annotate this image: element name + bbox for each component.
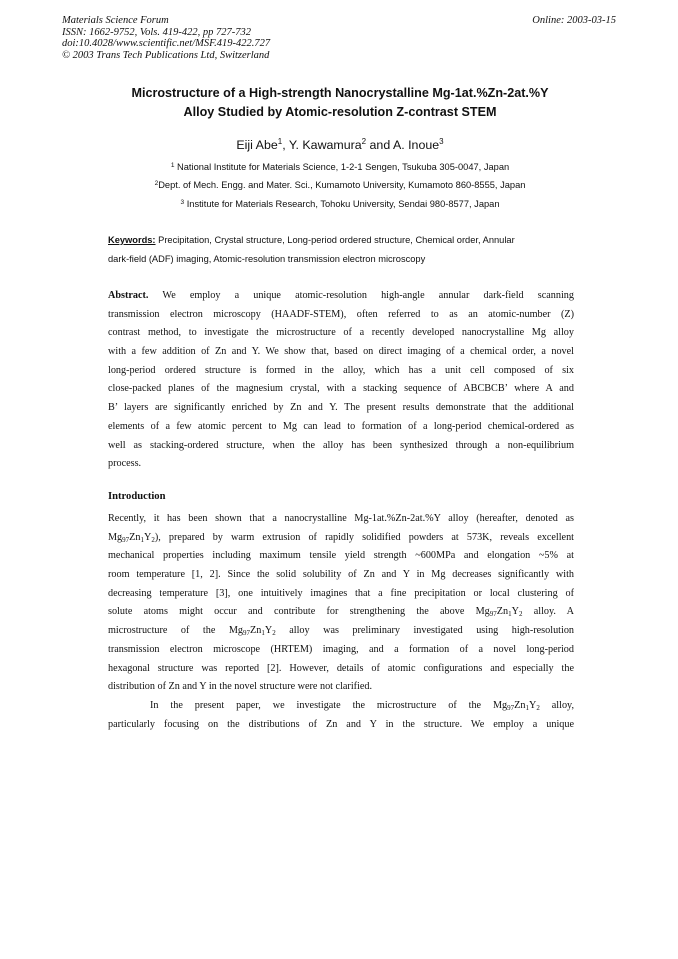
- title-line-2: Alloy Studied by Atomic-resolution Z-contrast STEM: [183, 105, 497, 119]
- abstract-line: B’ layers are significantly enriched by Zn and Y. The present results demonstrate that the additional: [108, 402, 574, 414]
- journal-name: Materials Science Forum: [62, 15, 169, 26]
- abstract-line: Abstract. We employ a unique atomic-resolution high-angle annular dark-field scanning: [108, 290, 574, 301]
- abstract-label: Abstract.: [108, 290, 149, 301]
- author-name: A. Inoue: [392, 138, 440, 152]
- author-separator: and: [366, 138, 393, 152]
- affiliation-number: 2: [154, 180, 159, 188]
- affiliation: [60, 176, 620, 194]
- section-heading-introduction: Introduction: [108, 491, 166, 502]
- title-line-1: Microstructure of a High-strength Nanocrystalline Mg-1at.%Zn-2at.%Y: [131, 86, 549, 100]
- keywords-block: [108, 231, 574, 269]
- body-line: solute atoms might occur and contribute for strengthening the above $Mg_{97}Zn_1Y_2$ alloy. A: [108, 606, 575, 619]
- doi-line: doi:10.4028/www.scientific.net/MSF.419-422.727: [62, 38, 271, 49]
- alloy-formula: $Mg_{97}Zn_1Y_2$: [475, 606, 523, 619]
- author-affil-mark: 1: [277, 137, 283, 146]
- abstract-line: long-period ordered structure is formed in the alloy, which has a unit cell composed of six: [108, 364, 574, 376]
- alloy-formula: $Mg_{97}Zn_1Y_2$: [228, 625, 276, 638]
- abstract-line: contrast method, to investigate the microstructure of a recently developed nanocrystalline Mg alloy: [108, 327, 574, 339]
- body-line: Recently, it has been shown that a nanocrystalline Mg-1at.%Zn-2at.%Y alloy (hereafter, denoted as: [108, 513, 574, 524]
- author-name: Eiji Abe: [236, 138, 278, 152]
- affiliation-text: Dept. of Mech. Engg. and Mater. Sci., Kumamoto University, Kumamoto 860-8555, Japan: [158, 180, 526, 191]
- body-line: distribution of Zn and Y in the novel structure were not clarified.: [108, 681, 373, 693]
- journal-header: [62, 15, 270, 61]
- affiliation-text: National Institute for Materials Science, 1-2-1 Sengen, Tsukuba 305-0047, Japan: [177, 162, 510, 172]
- affiliation-number: 1: [170, 162, 175, 169]
- author-name: Y. Kawamura: [288, 138, 362, 152]
- abstract-line: close-packed planes of the magnesium crystal, with a stacking sequence of ABCBCB’ where A and: [108, 383, 574, 395]
- body-line: room temperature [1, 2]. Since the solid solubility of Zn and Y in Mg decreases significantly with: [108, 569, 574, 581]
- affiliation-text: Institute for Materials Research, Tohoku University, Sendai 980-8577, Japan: [186, 198, 500, 209]
- abstract-line: process.: [108, 458, 142, 470]
- body-line: microstructure of the $Mg_{97}Zn_1Y_2$ alloy was preliminary investigated using high-resolution: [108, 625, 575, 638]
- introduction-text: [108, 510, 574, 734]
- copyright-line: © 2003 Trans Tech Publications Ltd, Switzerland: [62, 49, 270, 61]
- keywords-label: Keywords:: [108, 235, 156, 245]
- abstract-line: well as stacking-ordered structure, when the alloy has been synthesized through a non-equilibrium: [108, 439, 574, 451]
- abstract-line: with a few addition of Zn and Y. We show that, based on direct imaging of a chemical order, a novel: [108, 346, 574, 358]
- body-line: decreasing temperature [3], one intuitively imagines that a fine precipitation or local clustering of: [108, 587, 574, 599]
- author-separator: ,: [282, 138, 289, 152]
- body-line: particularly focusing on the distributions of Zn and Y in the structure. We employ a unique: [108, 718, 574, 730]
- author-affil-mark: 2: [361, 137, 367, 146]
- affiliation-list: [60, 158, 620, 213]
- affiliation: [60, 195, 620, 213]
- author-affil-mark: 3: [439, 137, 444, 146]
- alloy-formula: $Mg_{97}Zn_1Y_2$: [493, 699, 540, 712]
- keywords-text: Precipitation, Crystal structure, Long-period ordered structure, Chemical order, Annular: [158, 235, 515, 245]
- abstract-line: elements of a few atomic percent to Mg can lead to formation of a long-period chemical-ordered as: [108, 420, 574, 432]
- abstract-line: transmission electron microscopy (HAADF-STEM), often referred to as an atomic-number (Z): [108, 308, 574, 320]
- alloy-formula: $Mg_{97}Zn_1Y_2$: [108, 531, 155, 544]
- body-line: $Mg_{97}Zn_1Y_2$), prepared by warm extrusion of rapidly solidified powders at 573K, reveals excellent: [108, 531, 574, 544]
- paper-title: [60, 84, 620, 122]
- keywords-text: dark-field (ADF) imaging, Atomic-resolution transmission electron microscopy: [108, 254, 426, 264]
- body-line: mechanical properties including maximum tensile yield strength ~600MPa and elongation ~5% at: [108, 550, 574, 562]
- body-line: transmission electron microscope (HRTEM) imaging, and a formation of a novel long-period: [108, 643, 574, 655]
- body-line: hexagonal structure was reported [2]. However, details of atomic configurations and especially the: [108, 662, 574, 674]
- online-date: Online: 2003-03-15: [532, 15, 616, 26]
- affiliation-number: 3: [180, 198, 185, 206]
- abstract: [108, 287, 574, 474]
- affiliation: [60, 158, 620, 176]
- author-list: [60, 137, 620, 153]
- issn-line: ISSN: 1662-9752, Vols. 419-422, pp 727-732: [62, 26, 251, 38]
- body-line: In the present paper, we investigate the microstructure of the $Mg_{97}Zn_1Y_2$ alloy,: [150, 699, 575, 712]
